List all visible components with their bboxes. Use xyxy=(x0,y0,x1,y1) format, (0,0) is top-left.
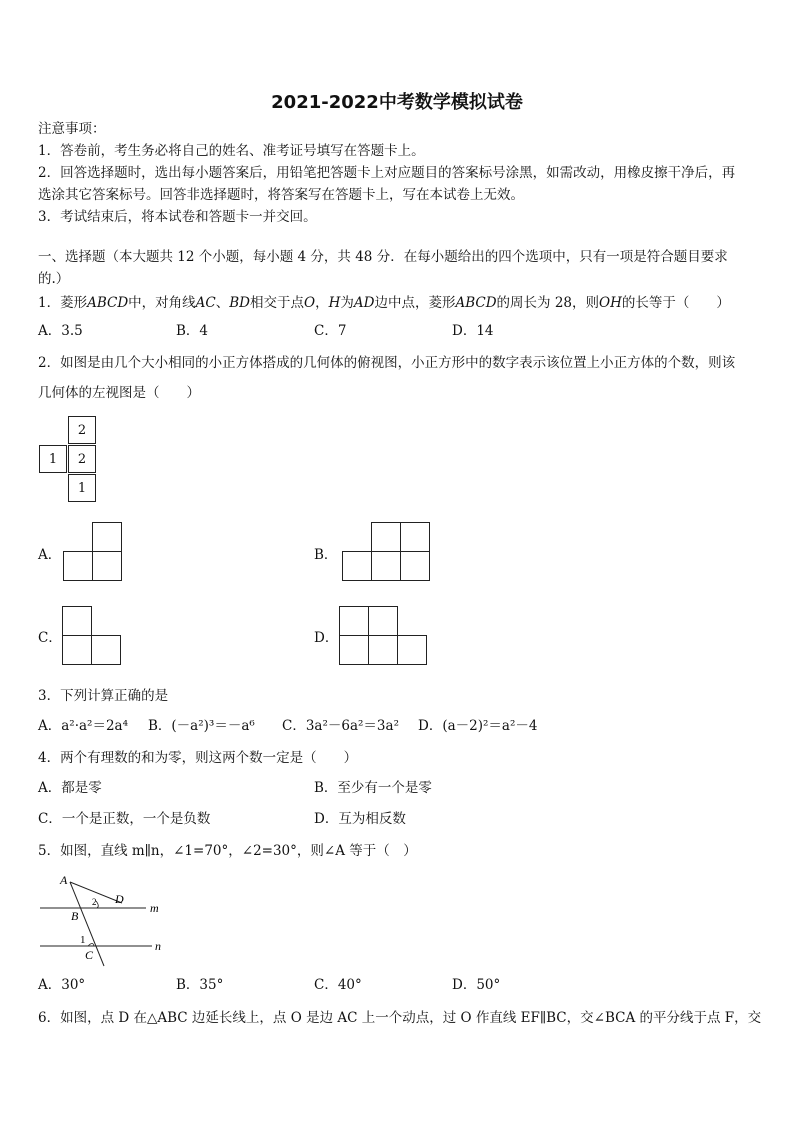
q1-option-d: D．14 xyxy=(452,323,494,339)
q5-option-d: D．50° xyxy=(452,977,501,993)
label-a: A xyxy=(60,873,68,887)
view-square xyxy=(63,551,93,581)
label-b: B xyxy=(71,909,79,923)
view-square xyxy=(62,606,92,636)
q5-option-b: B．35° xyxy=(176,977,224,993)
notice-item-2-cont: 选涂其它答案标号。回答非选择题时，将答案写在答题卡上，写在本试卷上无效。 xyxy=(38,187,524,203)
q3-option-b: B．(－a²)³＝－a⁶ xyxy=(148,718,255,734)
view-square xyxy=(368,635,398,665)
q2-option-b: B． xyxy=(314,547,338,563)
label-m: m xyxy=(150,901,159,915)
question-4-stem: 4．两个有理数的和为零，则这两个数一定是（ ） xyxy=(38,750,358,766)
question-3-stem: 3．下列计算正确的是 xyxy=(38,688,169,704)
view-square xyxy=(339,606,369,636)
q5-option-c: C．40° xyxy=(314,977,362,993)
grid-cell: 2 xyxy=(68,416,96,444)
q4-option-c: C．一个是正数，一个是负数 xyxy=(38,811,211,827)
view-square xyxy=(92,522,122,552)
view-square xyxy=(62,635,92,665)
question-2-stem-cont: 几何体的左视图是（ ） xyxy=(38,385,200,401)
q2-option-c: C． xyxy=(38,630,62,646)
q4-option-d: D．互为相反数 xyxy=(314,811,406,827)
view-square xyxy=(400,522,430,552)
view-square xyxy=(371,551,401,581)
parallel-lines-figure xyxy=(38,870,178,970)
q1-option-b: B．4 xyxy=(176,323,209,339)
notice-item-1: 1．答卷前，考生务必将自己的姓名、准考证号填写在答题卡上。 xyxy=(38,143,425,159)
q3-option-c: C．3a²－6a²＝3a² xyxy=(282,718,399,734)
label-n: n xyxy=(155,939,161,953)
label-d: D xyxy=(115,892,124,906)
q2-option-d: D． xyxy=(314,630,339,646)
question-1-stem: 1．菱形ABCD中，对角线AC、BD相交于点O，H为AD边中点，菱形ABCD的周长为 28，则OH的长等于（ ） xyxy=(38,295,730,311)
label-c: C xyxy=(85,948,94,962)
view-square xyxy=(339,635,369,665)
notice-item-3: 3．考试结束后，将本试卷和答题卡一并交回。 xyxy=(38,209,317,225)
view-square xyxy=(91,635,121,665)
question-6-stem: 6．如图，点 D 在△ABC 边延长线上，点 O 是边 AC 上一个动点，过 O 作直线 EF∥BC，交∠BCA 的平分线于点 F，交 xyxy=(38,1010,762,1026)
question-2-stem: 2．如图是由几个大小相同的小正方体搭成的几何体的俯视图，小正方形中的数字表示该位置上小正方体的个数，则该 xyxy=(38,355,736,371)
grid-cell: 1 xyxy=(39,445,67,473)
label-angle-2: 2 xyxy=(92,897,97,907)
view-square xyxy=(368,606,398,636)
q1-option-c: C．7 xyxy=(314,323,347,339)
q5-option-a: A．30° xyxy=(38,977,86,993)
section-heading: 一、选择题（本大题共 12 个小题，每小题 4 分，共 48 分．在每小题给出的四个选项中，只有一项是符合题目要求 xyxy=(38,249,728,265)
grid-cell: 1 xyxy=(68,474,96,502)
q2-option-a: A． xyxy=(38,547,62,563)
q1-option-a: A．3.5 xyxy=(38,323,83,339)
view-square xyxy=(400,551,430,581)
notice-heading: 注意事项： xyxy=(38,121,106,137)
page-title: 2021-2022中考数学模拟试卷 xyxy=(271,92,523,113)
q4-option-a: A．都是零 xyxy=(38,780,102,796)
label-angle-1: 1 xyxy=(80,934,86,946)
view-square xyxy=(92,551,122,581)
section-heading-cont: 的.） xyxy=(38,271,70,287)
q4-option-b: B．至少有一个是零 xyxy=(314,780,432,796)
view-square xyxy=(342,551,372,581)
q3-option-d: D．(a－2)²＝a²－4 xyxy=(418,718,538,734)
q3-option-a: A．a²·a²＝2a⁴ xyxy=(38,718,129,734)
notice-item-2: 2．回答选择题时，选出每小题答案后，用铅笔把答题卡上对应题目的答案标号涂黑，如需改动，用橡皮擦干净后，再 xyxy=(38,165,736,181)
grid-cell: 2 xyxy=(68,445,96,473)
view-square xyxy=(397,635,427,665)
question-5-stem: 5．如图，直线 m∥n，∠1=70°，∠2=30°，则∠A 等于（ ） xyxy=(38,843,417,859)
view-square xyxy=(371,522,401,552)
